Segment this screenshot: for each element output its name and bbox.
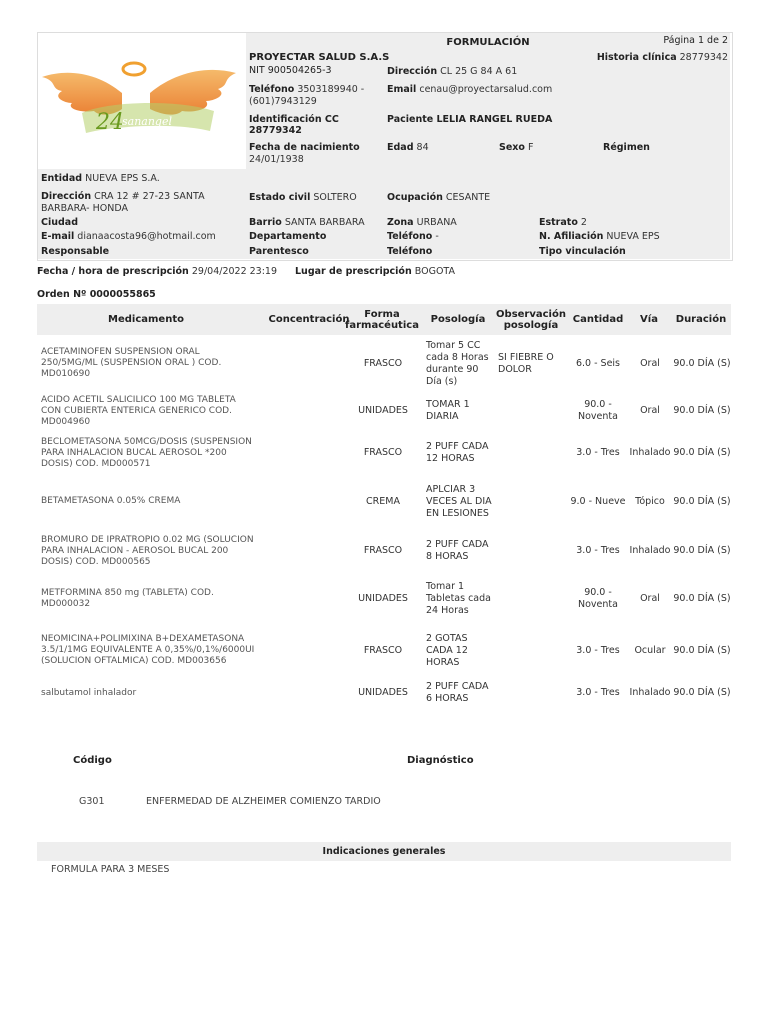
table-row <box>37 529 731 573</box>
identificacion: Identificación CC 28779342 <box>249 114 339 136</box>
table-row <box>37 390 731 432</box>
estado-civil: Estado civil SOLTERO <box>249 192 357 203</box>
med-cantidad: 3.0 - Tres <box>576 687 620 698</box>
med-posologia: 2 PUFF CADA 12 HORAS <box>426 441 489 464</box>
med-forma: FRASCO <box>363 644 403 656</box>
indications-header: Indicaciones generales <box>37 842 731 861</box>
orden-numero: Orden Nº 0000055865 <box>37 289 156 300</box>
company-name: PROYECTAR SALUD S.A.S <box>249 52 390 63</box>
col-duracion: Duración <box>675 314 727 325</box>
med-observacion <box>498 573 568 625</box>
med-posologia: 2 GOTAS CADA 12 HORAS <box>426 632 468 668</box>
med-cantidad: 9.0 - Nueve <box>570 495 626 507</box>
med-via: Oral <box>640 593 660 604</box>
med-duracion: 90.0 DÍA (S) <box>673 687 731 698</box>
col-observacion: Observación posología <box>496 308 566 331</box>
med-via: Inhalado <box>629 687 671 698</box>
med-name: BETAMETASONA 0.05% CREMA <box>41 496 181 506</box>
med-forma: UNIDADES <box>358 405 408 416</box>
edad: Edad 84 <box>387 142 429 153</box>
med-duracion: 90.0 DÍA (S) <box>673 357 731 369</box>
med-via: Oral <box>640 405 660 416</box>
historia-clinica: Historia clínica 28779342 <box>596 52 728 63</box>
patient-address: Dirección CRA 12 # 27-23 SANTA BARBARA- HONDA <box>41 191 205 214</box>
afiliacion: N. Afiliación NUEVA EPS <box>539 231 660 242</box>
med-forma: UNIDADES <box>358 593 408 604</box>
regimen: Régimen <box>603 142 650 153</box>
med-via: Ocular <box>634 644 666 656</box>
med-posologia: Tomar 1 Tabletas cada 24 Horas <box>426 581 491 616</box>
lugar-prescripcion: Lugar de prescripción BOGOTA <box>295 266 455 277</box>
ocupacion: Ocupación CESANTE <box>387 192 491 203</box>
table-row <box>37 474 731 529</box>
indications-text: FORMULA PARA 3 MESES <box>51 864 170 875</box>
company-nit: NIT 900504265-3 <box>249 65 332 76</box>
med-forma: CREMA <box>366 495 400 507</box>
document-title: FORMULACIÓN <box>446 37 530 48</box>
diagnostico-header: Diagnóstico <box>407 755 474 766</box>
med-forma: FRASCO <box>363 545 403 556</box>
fecha-prescripcion: Fecha / hora de prescripción 29/04/2022 23:19 <box>37 266 278 277</box>
parentesco: Parentesco <box>249 246 309 257</box>
med-name: salbutamol inhalador <box>41 687 137 698</box>
med-via: Oral <box>640 357 660 369</box>
logo-text: sanangel <box>122 115 172 128</box>
med-cantidad: 3.0 - Tres <box>576 644 620 656</box>
med-duracion: 90.0 DÍA (S) <box>673 405 731 416</box>
col-via: Vía <box>640 314 658 325</box>
table-row <box>37 337 731 390</box>
estrato: Estrato 2 <box>539 217 587 228</box>
med-observacion <box>498 390 568 432</box>
med-name: BECLOMETASONA 50MCG/DOSIS (SUSPENSION PARA INHALACION BUCAL AEROSOL *200 DOSIS) COD. MD000571 <box>41 436 252 469</box>
codigo-header: Código <box>73 755 112 766</box>
ciudad: Ciudad <box>41 217 79 228</box>
fecha-nacimiento: Fecha de nacimiento 24/01/1938 <box>249 142 360 165</box>
paciente: Paciente LELIA RANGEL RUEDA <box>387 114 553 125</box>
med-name: METFORMINA 850 mg (TABLETA) COD. MD000032 <box>41 588 214 609</box>
med-cantidad: 90.0 - Noventa <box>578 587 618 610</box>
med-name: ACETAMINOFEN SUSPENSION ORAL 250/5MG/ML (SUSPENSION ORAL ) COD. MD010690 <box>41 347 222 379</box>
med-observacion <box>498 625 568 676</box>
logo-graphic <box>38 33 246 169</box>
patient-email: E-mail dianaacosta96@hotmail.com <box>41 231 216 242</box>
med-duracion: 90.0 DÍA (S) <box>673 593 731 604</box>
med-name: ACIDO ACETIL SALICILICO 100 MG TABLETA CON CUBIERTA ENTERICA GENERICO COD. MD004960 <box>41 394 236 427</box>
col-posologia: Posología <box>430 314 486 325</box>
meds-table-header <box>37 304 731 335</box>
med-posologia: 2 PUFF CADA 6 HORAS <box>426 681 489 704</box>
med-name: NEOMICINA+POLIMIXINA B+DEXAMETASONA 3.5/1/1MG EQUIVALENTE A 0,35%/0,1%/6000UI (SOLUCION OFTALMICA) COD. MD003656 <box>41 634 255 666</box>
col-cantidad: Cantidad <box>572 314 624 325</box>
med-posologia: APLCIAR 3 VECES AL DIA EN LESIONES <box>426 483 492 519</box>
col-forma: Forma farmacéutica <box>345 308 419 331</box>
med-duracion: 90.0 DÍA (S) <box>673 447 731 458</box>
responsable: Responsable <box>41 246 110 257</box>
med-cantidad: 90.0 - Noventa <box>578 399 618 422</box>
col-concentracion: Concentración <box>268 314 350 325</box>
med-via: Inhalado <box>629 545 671 556</box>
col-medicamento: Medicamento <box>108 314 184 325</box>
med-forma: FRASCO <box>363 357 403 369</box>
departamento: Departamento <box>249 231 327 242</box>
med-duracion: 90.0 DÍA (S) <box>673 644 731 656</box>
med-via: Inhalado <box>629 447 671 458</box>
med-observacion <box>498 676 568 710</box>
med-posologia: 2 PUFF CADA 8 HORAS <box>426 539 489 562</box>
med-observacion <box>498 529 568 573</box>
med-cantidad: 6.0 - Seis <box>575 357 621 369</box>
barrio: Barrio SANTA BARBARA <box>249 217 365 228</box>
tipo-vinculacion: Tipo vinculación <box>539 246 626 257</box>
company-address: Dirección CL 25 G 84 A 61 <box>387 66 518 77</box>
patient-phone: Teléfono - <box>387 231 439 242</box>
table-row <box>37 625 731 676</box>
sexo: Sexo F <box>499 142 534 153</box>
company-phone: Teléfono 3503189940 - (601)7943129 <box>249 84 365 107</box>
zona: Zona URBANA <box>387 217 457 228</box>
med-name: BROMURO DE IPRATROPIO 0.02 MG (SOLUCION PARA INHALACION - AEROSOL BUCAL 200 DOSIS) COD. MD000565 <box>41 534 254 567</box>
logo-number: 24 <box>96 110 124 135</box>
med-observacion: SI FIEBRE O DOLOR <box>498 351 554 375</box>
med-posologia: TOMAR 1 DIARIA <box>426 399 470 422</box>
entidad: Entidad NUEVA EPS S.A. <box>41 173 160 184</box>
company-email: Email cenau@proyectarsalud.com <box>387 84 553 95</box>
logo <box>38 33 246 169</box>
med-via: Tópico <box>635 495 665 507</box>
med-observacion <box>498 474 568 529</box>
diagnosis-description: ENFERMEDAD DE ALZHEIMER COMIENZO TARDIO <box>146 796 381 807</box>
table-row <box>37 432 731 474</box>
med-forma: FRASCO <box>363 447 403 458</box>
med-cantidad: 3.0 - Tres <box>576 447 620 458</box>
table-row <box>37 676 731 710</box>
table-row <box>37 573 731 625</box>
page-indicator: Página 1 de 2 <box>663 35 728 46</box>
med-posologia: Tomar 5 CC cada 8 Horas durante 90 Día (s) <box>426 339 489 387</box>
med-duracion: 90.0 DÍA (S) <box>673 545 731 556</box>
med-observacion <box>498 432 568 474</box>
responsable-phone: Teléfono <box>387 246 433 257</box>
med-duracion: 90.0 DÍA (S) <box>673 495 731 507</box>
diagnosis-code: G301 <box>79 796 105 807</box>
med-cantidad: 3.0 - Tres <box>576 545 620 556</box>
med-forma: UNIDADES <box>358 687 408 698</box>
